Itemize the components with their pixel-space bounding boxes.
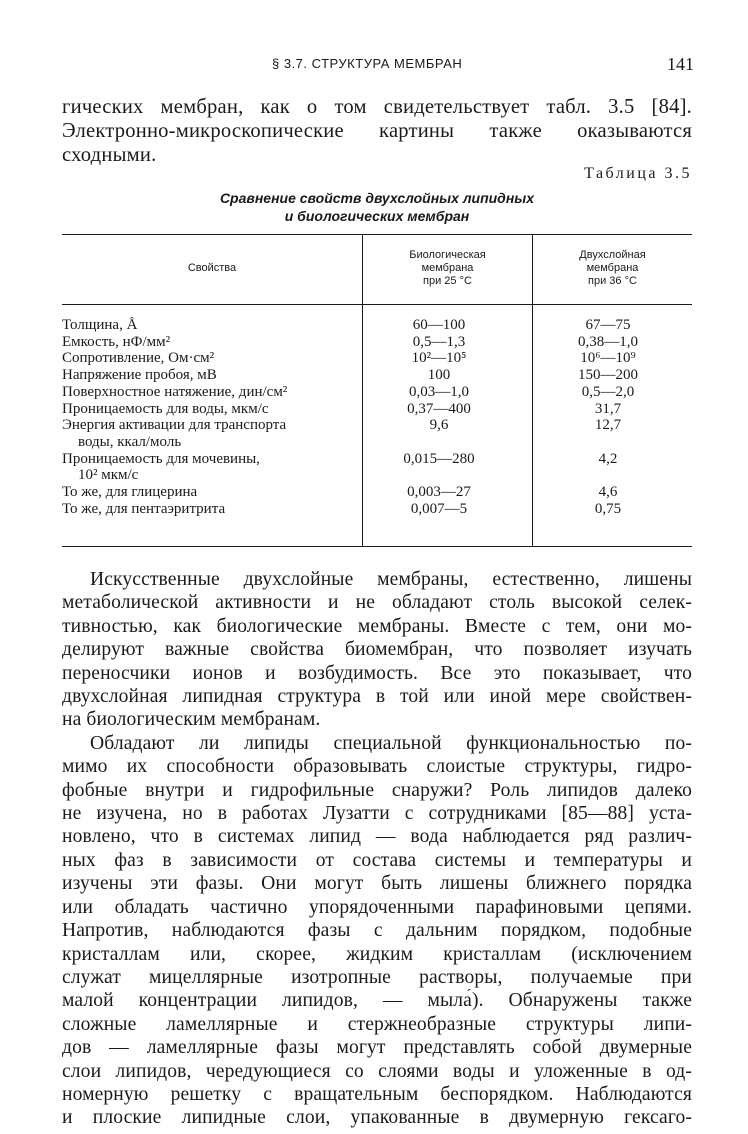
table-cell-property [62,501,354,518]
table-cell-bilayer: 0,5—2,0 [581,383,635,400]
table-cell-property [62,451,354,484]
body-text [62,568,692,1130]
text-line: метаболической активности и не обладают столь высокой селек- [62,592,692,614]
table-cell-text-continuation: воды, ккал/моль [78,433,182,450]
table-header-bio: Биологическая мембрана при 25 °С [409,249,486,287]
text-line: переносчики ионов и возбудимость. Все это показывает, что [62,662,692,684]
table-cell-bio: 0,5—1,3 [412,333,466,350]
table-cell-bilayer: 10⁶—10⁹ [580,350,636,367]
table-cell-bilayer: 4,6 [598,484,618,501]
text-line: дов — ламеллярные фазы могут представлять собой двумерные [62,1037,692,1059]
text-line: фобные внутри и гидрофильные снаружи? Роль липидов далеко [62,779,692,801]
text-line: не изучена, но в работах Лузатти с сотрудниками [85—88] уста- [62,803,692,825]
table-cell-bilayer: 4,2 [598,450,618,467]
table-cell-text-continuation: 10² мкм/с [78,467,139,484]
table-cell-property [62,317,354,334]
text-line: Обладают ли липиды специальной функциональностью по- [90,732,692,754]
text-line: Электронно-микроскопические картины также оказываются [62,120,692,142]
table-caption-line: Сравнение свойств двухслойных липидных [219,190,535,206]
table-cell-text: Поверхностное натяжение, дин/см² [62,383,288,400]
text-line: на биологическим мембранам. [62,709,321,731]
table-cell-bilayer: 0,75 [594,500,622,517]
table-cell-text: Емкость, нФ/мм² [62,333,171,350]
table-cell-bio: 0,015—280 [403,450,475,467]
table-cell-bio: 0,007—5 [410,500,468,517]
text-line: номерную решетку с вращательным беспорядком. Наблюдаются [62,1083,692,1105]
table-row [62,384,692,401]
text-line: делируют важные свойства биомембран, что позволяет изучать [62,639,692,661]
table-cell-property [62,334,354,351]
table-cell-property [62,384,354,401]
text-line: новлено, что в системах липид — вода наблюдается ряд различ- [62,826,692,848]
text-line: Напротив, наблюдаются фазы с дальним порядком, подобные [62,920,692,942]
table-cell-property [62,350,354,367]
table-header-property: Свойства [187,262,237,274]
table-cell-property [62,417,354,450]
table-cell-text: Толщина, Å [62,317,138,333]
table-cell-property [62,367,354,384]
table-header-bilayer: Двухслойная мембрана при 36 °С [579,249,646,287]
table-top-rule [62,234,692,235]
text-line: Искусственные двухслойные мембраны, естественно, лишены [90,569,692,590]
text-line: гических мембран, как о том свидетельствует табл. 3.5 [84]. [62,96,692,118]
text-line: слои липидов, чередующиеся со слоями воды и уложенные в од- [62,1060,692,1082]
table-cell-text: То же, для глицерина [62,484,198,501]
table-row [62,334,692,351]
text-line: и плоские липидные слои, упакованные в двумерную гексаго- [62,1107,692,1129]
text-line: или обладать частично упорядоченными парафиновыми цепями. [62,896,692,918]
table-cell-bilayer: 12,7 [594,417,622,434]
table-cell-bilayer: 67—75 [585,317,631,333]
table-cell-text: Проницаемость для мочевины, [62,450,260,467]
table-row [62,317,692,334]
text-line: кристаллам или, скорее, жидким кристаллам (исключением [62,943,692,965]
table-cell-bilayer: 31,7 [594,400,622,417]
table-body [62,317,692,517]
text-line: ных фаз в зависимости от состава системы и температуры и [62,849,692,871]
text-line: сложные ламеллярные и стержнеобразные структуры липи- [62,1013,692,1035]
text-line: двухслойная липидная структура в той или иной мере свойствен- [62,686,692,708]
table-cell-bio: 0,03—1,0 [409,383,469,400]
table-bottom-rule [62,546,692,547]
table-cell-text: То же, для пентаэритрита [62,500,226,517]
table-cell-text: Энергия активации для транспорта [62,417,287,434]
page-number: 141 [667,54,694,74]
text-line: тивностью, как биологические мембраны. Вместе с тем, они мо- [62,615,692,637]
table-label: Таблица 3.5 [584,165,692,182]
table-row [62,484,692,501]
table-caption-line: и биологических мембран [284,208,470,224]
table-row [62,350,692,367]
running-head: § 3.7. СТРУКТУРА МЕМБРАН [272,56,463,71]
table-header-rule [62,304,692,305]
table-cell-bio: 9,6 [429,417,449,434]
intro-paragraph [62,95,692,167]
text-line: малой концентрации липидов, — мыла́). Обнаружены также [62,990,692,1012]
table-cell-bio: 0,003—27 [407,484,471,501]
table-cell-text: Напряжение пробоя, мВ [62,367,217,384]
table-cell-property [62,484,354,501]
table-cell-bio: 10²—10⁵ [411,350,467,367]
table-cell-bio: 0,37—400 [407,400,471,417]
table-cell-text: Сопротивление, Ом·см² [62,350,215,367]
table-row [62,417,692,450]
table-cell-bilayer: 150—200 [578,367,638,384]
table-row [62,501,692,518]
table-cell-text: Проницаемость для воды, мкм/с [62,400,269,417]
table-row [62,401,692,418]
text-line: служат мицеллярные изотропные растворы, получаемые при [62,966,692,988]
table-cell-property [62,401,354,418]
table-caption [62,189,692,225]
text-line: изучены эти фазы. Они могут быть лишены ближнего порядка [62,873,692,895]
table-row [62,367,692,384]
table-row [62,451,692,484]
text-line: сходными. [62,144,157,166]
table-cell-bilayer: 0,38—1,0 [578,333,638,350]
table-cell-bio: 60—100 [412,317,466,333]
table-cell-bio: 100 [427,367,451,384]
text-line: мимо их способности образовывать слоистые структуры, гидро- [62,756,692,778]
